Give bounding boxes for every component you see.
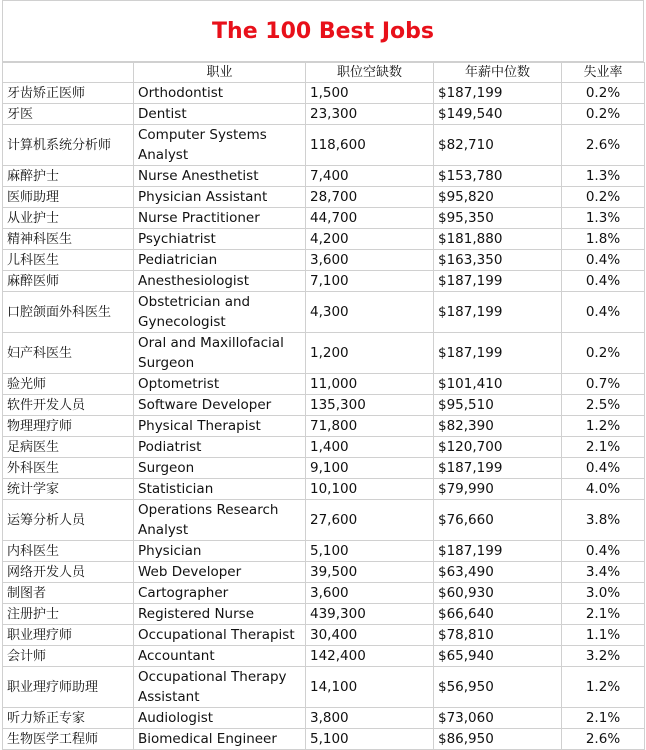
table-row [3,166,645,187]
salary-cell: $149,540 [434,104,562,125]
salary-cell: $66,640 [434,604,562,625]
occupation-en-cell: Cartographer [134,583,306,604]
salary-cell: $73,060 [434,708,562,729]
openings-cell: 7,100 [306,271,434,292]
occupation-en-cell: Software Developer [134,395,306,416]
unemployment-cell: 2.1% [562,604,645,625]
unemployment-cell: 2.1% [562,437,645,458]
occupation-cn-cell: 麻醉护士 [3,166,134,187]
occupation-cn-cell: 儿科医生 [3,250,134,271]
unemployment-cell: 1.1% [562,625,645,646]
unemployment-cell: 1.3% [562,166,645,187]
salary-cell: $63,490 [434,562,562,583]
occupation-cn-cell: 从业护士 [3,208,134,229]
salary-cell: $65,940 [434,646,562,667]
unemployment-cell: 1.8% [562,229,645,250]
unemployment-cell: 4.0% [562,479,645,500]
table-row [3,479,645,500]
salary-cell: $181,880 [434,229,562,250]
openings-cell: 44,700 [306,208,434,229]
salary-cell: $82,390 [434,416,562,437]
occupation-cn-cell: 妇产科医生 [3,333,134,374]
openings-cell: 71,800 [306,416,434,437]
salary-cell: $101,410 [434,374,562,395]
unemployment-cell: 0.4% [562,541,645,562]
occupation-en-cell: Dentist [134,104,306,125]
openings-cell: 135,300 [306,395,434,416]
occupation-cn-cell: 物理理疗师 [3,416,134,437]
openings-cell: 3,600 [306,583,434,604]
unemployment-cell: 2.1% [562,708,645,729]
unemployment-cell: 3.2% [562,646,645,667]
occupation-en-cell: Orthodontist [134,83,306,104]
occupation-en-cell: Physician Assistant [134,187,306,208]
unemployment-cell: 0.4% [562,250,645,271]
occupation-en-cell: Nurse Anesthetist [134,166,306,187]
openings-cell: 1,200 [306,333,434,374]
occupation-en-cell: Obstetrician and Gynecologist [134,292,306,333]
openings-cell: 39,500 [306,562,434,583]
occupation-en-cell: Podiatrist [134,437,306,458]
header-cn [3,63,134,83]
openings-cell: 1,500 [306,83,434,104]
unemployment-cell: 3.0% [562,583,645,604]
table-row [3,625,645,646]
title-row [2,1,644,62]
openings-cell: 10,100 [306,479,434,500]
occupation-cn-cell: 口腔颌面外科医生 [3,292,134,333]
salary-cell: $76,660 [434,500,562,541]
unemployment-cell: 0.2% [562,104,645,125]
table-row [3,646,645,667]
occupation-cn-cell: 听力矫正专家 [3,708,134,729]
occupation-cn-cell: 麻醉医师 [3,271,134,292]
occupation-cn-cell: 运筹分析人员 [3,500,134,541]
table-row [3,604,645,625]
openings-cell: 9,100 [306,458,434,479]
occupation-cn-cell: 计算机系统分析师 [3,125,134,166]
salary-cell: $60,930 [434,583,562,604]
occupation-cn-cell: 注册护士 [3,604,134,625]
table-row [3,500,645,541]
table-row [3,229,645,250]
unemployment-cell: 0.4% [562,458,645,479]
table-row [3,395,645,416]
unemployment-cell: 2.5% [562,395,645,416]
unemployment-cell: 0.7% [562,374,645,395]
table-row [3,458,645,479]
occupation-cn-cell: 牙医 [3,104,134,125]
table-row [3,208,645,229]
occupation-en-cell: Web Developer [134,562,306,583]
occupation-en-cell: Statistician [134,479,306,500]
table-row [3,333,645,374]
salary-cell: $56,950 [434,667,562,708]
occupation-en-cell: Audiologist [134,708,306,729]
salary-cell: $95,350 [434,208,562,229]
openings-cell: 142,400 [306,646,434,667]
header-openings: 职位空缺数 [306,63,434,83]
occupation-en-cell: Occupational Therapy Assistant [134,667,306,708]
occupation-en-cell: Accountant [134,646,306,667]
openings-cell: 5,100 [306,541,434,562]
salary-cell: $153,780 [434,166,562,187]
salary-cell: $163,350 [434,250,562,271]
occupation-en-cell: Psychiatrist [134,229,306,250]
page-title: The 100 Best Jobs [212,18,434,44]
openings-cell: 3,600 [306,250,434,271]
unemployment-cell: 0.2% [562,333,645,374]
table-row [3,541,645,562]
salary-cell: $187,199 [434,458,562,479]
table-row [3,729,645,750]
occupation-en-cell: Operations Research Analyst [134,500,306,541]
occupation-cn-cell: 统计学家 [3,479,134,500]
openings-cell: 5,100 [306,729,434,750]
salary-cell: $95,820 [434,187,562,208]
occupation-en-cell: Pediatrician [134,250,306,271]
header-occupation: 职业 [134,63,306,83]
salary-cell: $95,510 [434,395,562,416]
unemployment-cell: 0.4% [562,271,645,292]
unemployment-cell: 1.3% [562,208,645,229]
openings-cell: 23,300 [306,104,434,125]
occupation-cn-cell: 职业理疗师助理 [3,667,134,708]
occupation-cn-cell: 足病医生 [3,437,134,458]
table-row [3,416,645,437]
salary-cell: $187,199 [434,333,562,374]
openings-cell: 14,100 [306,667,434,708]
occupation-en-cell: Optometrist [134,374,306,395]
occupation-cn-cell: 生物医学工程师 [3,729,134,750]
table-row [3,437,645,458]
occupation-en-cell: Anesthesiologist [134,271,306,292]
openings-cell: 28,700 [306,187,434,208]
occupation-en-cell: Oral and Maxillofacial Surgeon [134,333,306,374]
openings-cell: 4,200 [306,229,434,250]
table-row [3,83,645,104]
unemployment-cell: 2.6% [562,125,645,166]
occupation-cn-cell: 网络开发人员 [3,562,134,583]
occupation-cn-cell: 内科医生 [3,541,134,562]
occupation-en-cell: Occupational Therapist [134,625,306,646]
table-row [3,667,645,708]
unemployment-cell: 0.2% [562,83,645,104]
unemployment-cell: 1.2% [562,416,645,437]
occupation-cn-cell: 牙齿矫正医师 [3,83,134,104]
table-row [3,271,645,292]
occupation-en-cell: Nurse Practitioner [134,208,306,229]
table-row [3,250,645,271]
salary-cell: $187,199 [434,271,562,292]
openings-cell: 1,400 [306,437,434,458]
occupation-cn-cell: 外科医生 [3,458,134,479]
salary-cell: $187,199 [434,83,562,104]
header-unemployment: 失业率 [562,63,645,83]
salary-cell: $82,710 [434,125,562,166]
table-body [3,83,645,750]
unemployment-cell: 3.4% [562,562,645,583]
table-row [3,125,645,166]
table-row [3,583,645,604]
table-row [3,708,645,729]
openings-cell: 7,400 [306,166,434,187]
unemployment-cell: 0.2% [562,187,645,208]
occupation-cn-cell: 制图者 [3,583,134,604]
table-row [3,562,645,583]
table-row [3,187,645,208]
occupation-en-cell: Computer Systems Analyst [134,125,306,166]
header-salary: 年薪中位数 [434,63,562,83]
unemployment-cell: 3.8% [562,500,645,541]
occupation-cn-cell: 医师助理 [3,187,134,208]
openings-cell: 3,800 [306,708,434,729]
occupation-cn-cell: 职业理疗师 [3,625,134,646]
table-row [3,292,645,333]
jobs-table-sheet [2,0,644,750]
openings-cell: 11,000 [306,374,434,395]
openings-cell: 4,300 [306,292,434,333]
openings-cell: 27,600 [306,500,434,541]
occupation-en-cell: Registered Nurse [134,604,306,625]
occupation-cn-cell: 会计师 [3,646,134,667]
openings-cell: 439,300 [306,604,434,625]
occupation-cn-cell: 验光师 [3,374,134,395]
openings-cell: 118,600 [306,125,434,166]
table-row [3,374,645,395]
header-row [3,63,645,83]
table-row [3,104,645,125]
occupation-en-cell: Surgeon [134,458,306,479]
jobs-table [2,62,645,750]
occupation-cn-cell: 精神科医生 [3,229,134,250]
salary-cell: $187,199 [434,292,562,333]
salary-cell: $187,199 [434,541,562,562]
salary-cell: $79,990 [434,479,562,500]
occupation-en-cell: Biomedical Engineer [134,729,306,750]
occupation-en-cell: Physical Therapist [134,416,306,437]
occupation-en-cell: Physician [134,541,306,562]
unemployment-cell: 1.2% [562,667,645,708]
occupation-cn-cell: 软件开发人员 [3,395,134,416]
unemployment-cell: 2.6% [562,729,645,750]
salary-cell: $78,810 [434,625,562,646]
salary-cell: $120,700 [434,437,562,458]
openings-cell: 30,400 [306,625,434,646]
unemployment-cell: 0.4% [562,292,645,333]
salary-cell: $86,950 [434,729,562,750]
